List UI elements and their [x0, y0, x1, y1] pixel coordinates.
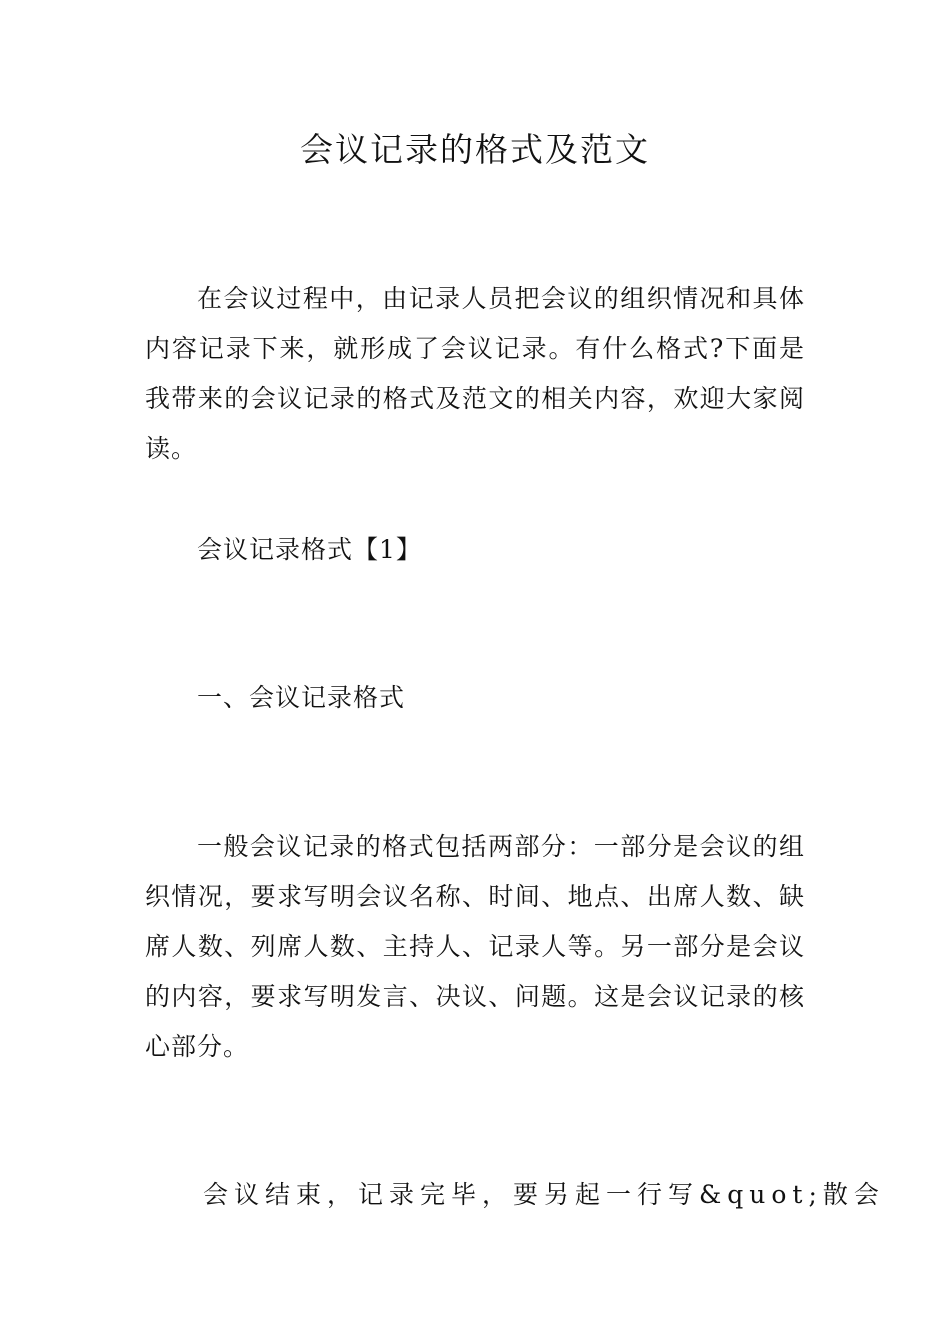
- format-body-paragraph: 一般会议记录的格式包括两部分：一部分是会议的组织情况，要求写明会议名称、时间、地点、出席人数、缺席人数、列席人数、主持人、记录人等。另一部分是会议的内容，要求写明发言、决议、问题。这是会议记录的核心部分。: [145, 832, 805, 1061]
- format-heading: 会议记录格式【1】: [197, 535, 422, 564]
- section-one-heading: 一、会议记录格式: [197, 683, 406, 712]
- document-title: 会议记录的格式及范文: [300, 130, 650, 169]
- closing-paragraph: 会议结束，记录完毕，要另起一行写&quot;散会: [203, 1180, 885, 1209]
- intro-paragraph: 在会议过程中，由记录人员把会议的组织情况和具体内容记录下来，就形成了会议记录。有什么格式?下面是我带来的会议记录的格式及范文的相关内容，欢迎大家阅读。: [145, 284, 805, 463]
